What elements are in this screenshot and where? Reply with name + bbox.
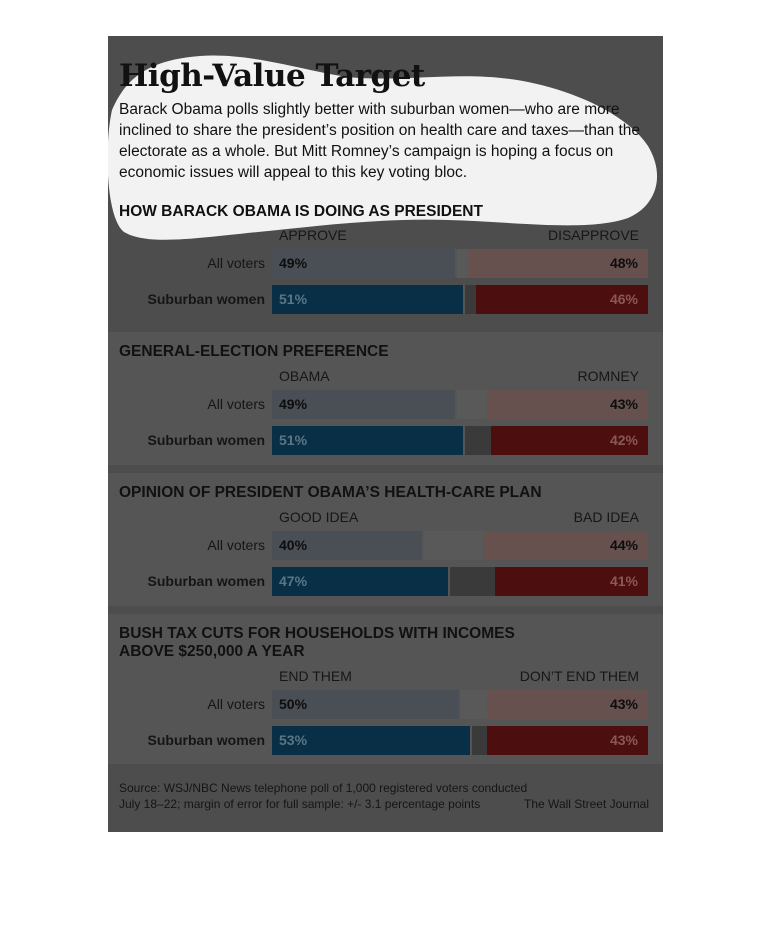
bar-segment-undecided-suburban-women	[463, 285, 476, 314]
right-column-label: DON’T END THEM	[519, 668, 639, 684]
left-column-label: APPROVE	[279, 227, 347, 243]
data-label-right: 44%	[609, 537, 638, 553]
bar-all-voters	[272, 531, 648, 560]
bar-segment-undecided-suburban-women	[463, 426, 491, 455]
right-column-label: DISAPPROVE	[547, 227, 639, 243]
graphic-description: Barack Obama polls slightly better with suburban women—who are more inclined to share the president’s position on health care and taxes—than the electorate as a whole. But Mitt Romney’s campaign is hoping a focus on economic issues will appeal to this key voting bloc.	[119, 101, 641, 181]
data-label-right: 41%	[609, 573, 638, 589]
chart-election-preference	[108, 332, 663, 465]
data-label-left: 51%	[279, 432, 308, 448]
bar-segment-left-suburban-women	[272, 285, 463, 314]
bar-segment-undecided-suburban-women	[448, 567, 495, 596]
data-label-right: 46%	[609, 291, 638, 307]
bar-suburban-women	[272, 726, 648, 755]
right-column-label: BAD IDEA	[573, 509, 639, 525]
row-label-all-voters: All voters	[207, 255, 265, 271]
chart-title: HOW BARACK OBAMA IS DOING AS PRESIDENT	[119, 203, 483, 220]
bar-segment-undecided-all-voters	[422, 531, 484, 560]
data-label-right: 43%	[609, 732, 638, 748]
data-label-left: 40%	[279, 537, 308, 553]
chart-bush-tax-cuts	[108, 614, 663, 764]
bar-segment-right-all-voters	[483, 531, 648, 560]
row-label-suburban-women: Suburban women	[147, 573, 265, 589]
bar-segment-left-suburban-women	[272, 726, 470, 755]
bar-suburban-women	[272, 285, 648, 314]
data-label-left: 53%	[279, 732, 308, 748]
bar-segment-undecided-suburban-women	[470, 726, 487, 755]
bar-segment-undecided-all-voters	[459, 690, 487, 719]
data-label-left: 47%	[279, 573, 308, 589]
right-column-label: ROMNEY	[577, 368, 639, 384]
bar-segment-left-all-voters	[272, 249, 455, 278]
left-column-label: END THEM	[279, 668, 352, 684]
data-label-right: 42%	[609, 432, 638, 448]
source-note: Source: WSJ/NBC News telephone poll of 1,000 registered voters conducted July 18–22; margin of error for full sample: +/- 3.1 percentage points	[119, 781, 528, 811]
bar-segment-right-all-voters	[487, 390, 648, 419]
bar-segment-right-all-voters	[468, 249, 648, 278]
bar-segment-right-suburban-women	[487, 726, 648, 755]
bar-segment-right-suburban-women	[476, 285, 648, 314]
data-label-left: 50%	[279, 696, 308, 712]
chart-title: OPINION OF PRESIDENT OBAMA’S HEALTH-CARE PLAN	[119, 484, 542, 501]
row-label-all-voters: All voters	[207, 396, 265, 412]
data-label-left: 49%	[279, 396, 308, 412]
left-column-label: GOOD IDEA	[279, 509, 359, 525]
chart-title: BUSH TAX CUTS FOR HOUSEHOLDS WITH INCOMES ABOVE $250,000 A YEAR	[119, 625, 515, 660]
chart-health-care-plan	[108, 473, 663, 606]
bar-suburban-women	[272, 567, 648, 596]
bar-segment-right-all-voters	[487, 690, 648, 719]
bar-all-voters	[272, 390, 648, 419]
bar-segment-left-suburban-women	[272, 426, 463, 455]
bar-segment-left-suburban-women	[272, 567, 448, 596]
left-column-label: OBAMA	[279, 368, 330, 384]
data-label-right: 43%	[609, 396, 638, 412]
chart-approval	[108, 196, 663, 326]
row-label-suburban-women: Suburban women	[147, 732, 265, 748]
chart-title: GENERAL-ELECTION PREFERENCE	[119, 343, 389, 360]
row-label-suburban-women: Suburban women	[147, 432, 265, 448]
data-label-left: 51%	[279, 291, 308, 307]
graphic-title: High-Value Target	[119, 58, 425, 94]
data-label-right: 48%	[609, 255, 638, 271]
bar-suburban-women	[272, 426, 648, 455]
data-label-right: 43%	[609, 696, 638, 712]
row-label-all-voters: All voters	[207, 537, 265, 553]
bar-segment-left-all-voters	[272, 390, 455, 419]
data-label-left: 49%	[279, 255, 308, 271]
bar-all-voters	[272, 249, 648, 278]
credit-line: The Wall Street Journal	[524, 797, 649, 811]
infographic-panel	[108, 36, 663, 832]
bar-segment-left-all-voters	[272, 690, 459, 719]
bar-all-voters	[272, 690, 648, 719]
row-label-all-voters: All voters	[207, 696, 265, 712]
bar-segment-left-all-voters	[272, 531, 422, 560]
row-label-suburban-women: Suburban women	[147, 291, 265, 307]
bar-segment-undecided-all-voters	[455, 249, 468, 278]
bar-segment-right-suburban-women	[491, 426, 648, 455]
bar-segment-right-suburban-women	[495, 567, 648, 596]
bar-segment-undecided-all-voters	[455, 390, 487, 419]
